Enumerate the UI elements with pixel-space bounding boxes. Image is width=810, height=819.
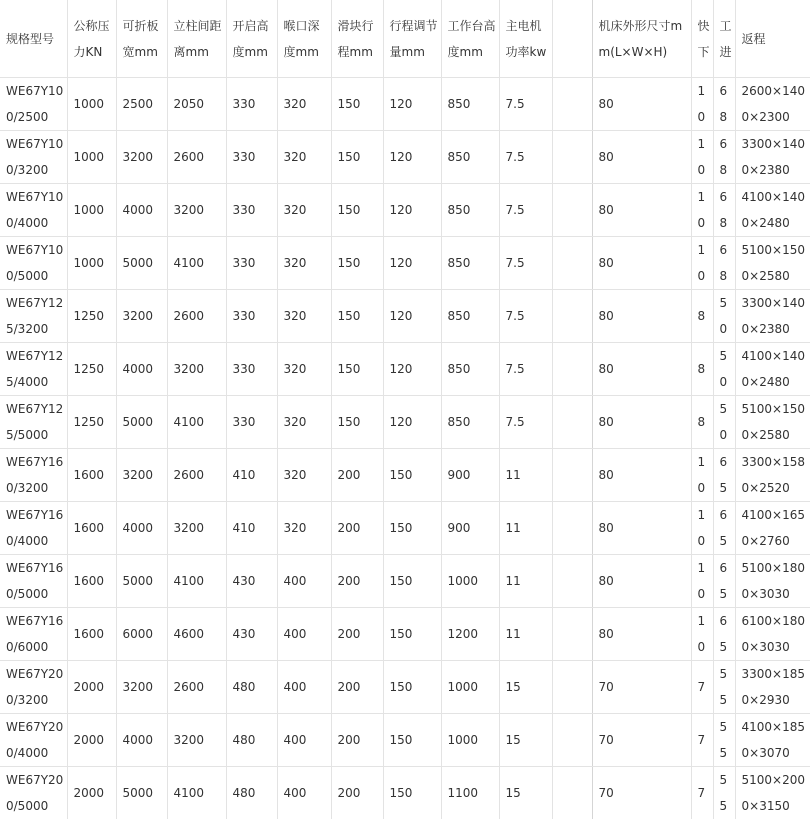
table-cell: 120: [383, 78, 441, 131]
table-cell: 3200: [116, 131, 167, 184]
table-cell: 1100: [441, 767, 499, 819]
table-cell: 80: [592, 290, 691, 343]
table-cell: [552, 396, 592, 449]
table-cell: [552, 714, 592, 767]
table-cell: 4000: [116, 714, 167, 767]
table-cell: 55: [713, 714, 735, 767]
table-cell: 850: [441, 396, 499, 449]
table-cell: 3200: [167, 502, 226, 555]
table-cell: 80: [592, 343, 691, 396]
table-cell: 150: [383, 608, 441, 661]
table-cell: 11: [499, 608, 552, 661]
table-cell: 1600: [67, 555, 116, 608]
table-row: [0, 237, 810, 290]
table-row: [0, 661, 810, 714]
table-cell: 1000: [67, 131, 116, 184]
table-cell: 850: [441, 237, 499, 290]
header-cell: 喉口深度mm: [277, 0, 331, 78]
table-cell: 7: [691, 767, 713, 819]
table-cell: 50: [713, 290, 735, 343]
table-cell: 3200: [167, 343, 226, 396]
table-cell: 5100×1500×2580: [735, 396, 810, 449]
table-cell: 10: [691, 502, 713, 555]
table-cell: 200: [331, 449, 383, 502]
table-cell: 6000: [116, 608, 167, 661]
table-cell: 850: [441, 343, 499, 396]
table-cell: 430: [226, 608, 277, 661]
table-cell: 65: [713, 502, 735, 555]
table-cell: 55: [713, 767, 735, 819]
header-cell: 机床外形尺寸mm(L×W×H): [592, 0, 691, 78]
table-cell: 15: [499, 661, 552, 714]
table-cell: 3300×1400×2380: [735, 290, 810, 343]
table-cell: WE67Y200/5000: [0, 767, 67, 819]
header-row: [0, 0, 810, 78]
table-cell: 4000: [116, 184, 167, 237]
table-cell: 2000: [67, 767, 116, 819]
table-cell: 80: [592, 502, 691, 555]
table-row: [0, 449, 810, 502]
table-row: [0, 555, 810, 608]
table-cell: 120: [383, 343, 441, 396]
table-cell: 5000: [116, 555, 167, 608]
table-cell: [552, 131, 592, 184]
table-cell: 65: [713, 608, 735, 661]
table-cell: [552, 184, 592, 237]
table-cell: 10: [691, 131, 713, 184]
table-cell: 2000: [67, 661, 116, 714]
table-cell: WE67Y100/4000: [0, 184, 67, 237]
table-row: [0, 502, 810, 555]
table-row: [0, 290, 810, 343]
header-cell: 工进: [713, 0, 735, 78]
table-cell: 1000: [441, 714, 499, 767]
table-cell: 330: [226, 343, 277, 396]
table-cell: 5100×2000×3150: [735, 767, 810, 819]
table-cell: 5000: [116, 767, 167, 819]
table-cell: 4600: [167, 608, 226, 661]
table-cell: 10: [691, 78, 713, 131]
table-cell: 2600×1400×2300: [735, 78, 810, 131]
table-cell: 1600: [67, 608, 116, 661]
table-cell: 410: [226, 502, 277, 555]
table-cell: 150: [383, 767, 441, 819]
table-cell: 3200: [116, 449, 167, 502]
table-cell: 7.5: [499, 131, 552, 184]
table-cell: 7.5: [499, 343, 552, 396]
table-cell: 850: [441, 131, 499, 184]
header-cell: 行程调节量mm: [383, 0, 441, 78]
table-cell: 3300×1580×2520: [735, 449, 810, 502]
table-cell: [552, 237, 592, 290]
table-row: [0, 343, 810, 396]
table-cell: 120: [383, 184, 441, 237]
table-cell: 120: [383, 131, 441, 184]
table-cell: 80: [592, 608, 691, 661]
table-cell: 320: [277, 131, 331, 184]
header-cell: 返程: [735, 0, 810, 78]
table-cell: 320: [277, 290, 331, 343]
table-cell: 2600: [167, 290, 226, 343]
table-cell: 10: [691, 184, 713, 237]
table-cell: 50: [713, 396, 735, 449]
table-cell: 150: [383, 555, 441, 608]
table-cell: 200: [331, 767, 383, 819]
table-cell: 2500: [116, 78, 167, 131]
table-cell: 80: [592, 78, 691, 131]
table-cell: 320: [277, 237, 331, 290]
table-cell: 4100×1850×3070: [735, 714, 810, 767]
table-cell: 15: [499, 767, 552, 819]
table-cell: 120: [383, 290, 441, 343]
table-cell: 80: [592, 396, 691, 449]
table-cell: 150: [331, 237, 383, 290]
header-cell: 工作台高度mm: [441, 0, 499, 78]
header-cell: 公称压力KN: [67, 0, 116, 78]
table-cell: 320: [277, 502, 331, 555]
table-cell: 11: [499, 449, 552, 502]
table-cell: 150: [383, 502, 441, 555]
table-cell: 900: [441, 502, 499, 555]
table-cell: 1000: [441, 555, 499, 608]
header-cell: 快下: [691, 0, 713, 78]
table-cell: 5100×1800×3030: [735, 555, 810, 608]
table-body: [0, 78, 810, 819]
table-cell: 1600: [67, 449, 116, 502]
table-cell: 150: [383, 714, 441, 767]
table-cell: 330: [226, 237, 277, 290]
table-cell: 410: [226, 449, 277, 502]
table-cell: 1000: [67, 184, 116, 237]
table-cell: 320: [277, 449, 331, 502]
table-row: [0, 184, 810, 237]
table-cell: 2000: [67, 714, 116, 767]
table-cell: [552, 502, 592, 555]
table-cell: 1250: [67, 290, 116, 343]
table-cell: 2600: [167, 661, 226, 714]
table-cell: 330: [226, 184, 277, 237]
table-cell: 8: [691, 343, 713, 396]
table-cell: 4100: [167, 396, 226, 449]
table-cell: [552, 555, 592, 608]
table-cell: 480: [226, 661, 277, 714]
table-cell: 3200: [167, 714, 226, 767]
table-row: [0, 608, 810, 661]
table-cell: WE67Y125/5000: [0, 396, 67, 449]
table-cell: 7.5: [499, 290, 552, 343]
header-cell: 主电机功率kw: [499, 0, 552, 78]
table-cell: 200: [331, 714, 383, 767]
table-cell: 150: [331, 343, 383, 396]
table-cell: 850: [441, 184, 499, 237]
header-cell: 开启高度mm: [226, 0, 277, 78]
table-cell: 3200: [116, 661, 167, 714]
table-cell: [552, 290, 592, 343]
table-cell: 330: [226, 131, 277, 184]
table-cell: [552, 343, 592, 396]
table-cell: 400: [277, 555, 331, 608]
table-cell: 320: [277, 396, 331, 449]
table-cell: 68: [713, 78, 735, 131]
table-cell: 150: [331, 131, 383, 184]
table-cell: 3200: [116, 290, 167, 343]
table-cell: 7: [691, 661, 713, 714]
table-cell: 68: [713, 237, 735, 290]
table-cell: 1250: [67, 343, 116, 396]
table-row: [0, 396, 810, 449]
table-cell: 200: [331, 608, 383, 661]
table-row: [0, 78, 810, 131]
table-cell: 65: [713, 449, 735, 502]
table-cell: 6100×1800×3030: [735, 608, 810, 661]
table-cell: 70: [592, 661, 691, 714]
table-cell: 320: [277, 184, 331, 237]
table-cell: 1000: [441, 661, 499, 714]
table-cell: [552, 449, 592, 502]
table-cell: 1200: [441, 608, 499, 661]
table-cell: 68: [713, 184, 735, 237]
table-cell: 10: [691, 449, 713, 502]
table-cell: WE67Y200/3200: [0, 661, 67, 714]
table-cell: 200: [331, 661, 383, 714]
table-cell: 80: [592, 449, 691, 502]
table-cell: 70: [592, 714, 691, 767]
table-cell: 400: [277, 714, 331, 767]
table-cell: 320: [277, 343, 331, 396]
table-cell: WE67Y160/5000: [0, 555, 67, 608]
table-cell: WE67Y125/4000: [0, 343, 67, 396]
table-cell: 8: [691, 396, 713, 449]
table-cell: 400: [277, 661, 331, 714]
table-cell: 480: [226, 767, 277, 819]
header-cell: 规格型号: [0, 0, 67, 78]
table-cell: 150: [331, 184, 383, 237]
table-cell: 400: [277, 767, 331, 819]
table-cell: 80: [592, 131, 691, 184]
table-cell: [552, 767, 592, 819]
table-cell: 65: [713, 555, 735, 608]
table-cell: 4100: [167, 237, 226, 290]
table-cell: 80: [592, 555, 691, 608]
table-cell: 1250: [67, 396, 116, 449]
table-cell: 55: [713, 661, 735, 714]
table-cell: WE67Y100/3200: [0, 131, 67, 184]
table-cell: 330: [226, 78, 277, 131]
table-cell: 4100×1400×2480: [735, 184, 810, 237]
table-cell: 1000: [67, 78, 116, 131]
table-cell: WE67Y200/4000: [0, 714, 67, 767]
table-row: [0, 131, 810, 184]
table-cell: 7.5: [499, 184, 552, 237]
table-cell: WE67Y125/3200: [0, 290, 67, 343]
table-cell: 80: [592, 184, 691, 237]
table-cell: 3300×1400×2380: [735, 131, 810, 184]
table-cell: 4000: [116, 502, 167, 555]
table-cell: 900: [441, 449, 499, 502]
table-cell: 4100: [167, 767, 226, 819]
table-cell: WE67Y160/3200: [0, 449, 67, 502]
header-cell: 立柱间距离mm: [167, 0, 226, 78]
table-cell: WE67Y160/6000: [0, 608, 67, 661]
header-cell: 可折板宽mm: [116, 0, 167, 78]
table-cell: 10: [691, 608, 713, 661]
table-cell: 850: [441, 290, 499, 343]
table-cell: 150: [383, 449, 441, 502]
table-cell: 330: [226, 396, 277, 449]
table-cell: WE67Y100/5000: [0, 237, 67, 290]
table-cell: 15: [499, 714, 552, 767]
table-cell: 4000: [116, 343, 167, 396]
table-cell: 1000: [67, 237, 116, 290]
table-cell: 68: [713, 131, 735, 184]
table-cell: 11: [499, 555, 552, 608]
table-cell: 4100×1400×2480: [735, 343, 810, 396]
table-cell: 200: [331, 555, 383, 608]
table-cell: 120: [383, 237, 441, 290]
table-cell: 430: [226, 555, 277, 608]
table-cell: 80: [592, 237, 691, 290]
table-cell: 2600: [167, 131, 226, 184]
table-cell: 4100×1650×2760: [735, 502, 810, 555]
table-row: [0, 714, 810, 767]
table-cell: 200: [331, 502, 383, 555]
table-cell: WE67Y160/4000: [0, 502, 67, 555]
table-cell: 150: [331, 78, 383, 131]
table-cell: 10: [691, 237, 713, 290]
table-cell: 7: [691, 714, 713, 767]
table-cell: 1600: [67, 502, 116, 555]
table-cell: 330: [226, 290, 277, 343]
table-cell: 70: [592, 767, 691, 819]
table-cell: [552, 78, 592, 131]
table-cell: 150: [383, 661, 441, 714]
table-cell: 5000: [116, 237, 167, 290]
table-cell: 5100×1500×2580: [735, 237, 810, 290]
table-cell: 3200: [167, 184, 226, 237]
table-cell: 10: [691, 555, 713, 608]
table-row: [0, 767, 810, 819]
table-cell: [552, 661, 592, 714]
table-cell: 50: [713, 343, 735, 396]
table-cell: 7.5: [499, 396, 552, 449]
table-cell: 120: [383, 396, 441, 449]
header-cell: [552, 0, 592, 78]
table-cell: 400: [277, 608, 331, 661]
table-cell: 11: [499, 502, 552, 555]
table-cell: 2600: [167, 449, 226, 502]
table-cell: 3300×1850×2930: [735, 661, 810, 714]
table-cell: 850: [441, 78, 499, 131]
table-cell: 320: [277, 78, 331, 131]
table-cell: 4100: [167, 555, 226, 608]
header-cell: 滑块行程mm: [331, 0, 383, 78]
table-cell: 7.5: [499, 237, 552, 290]
table-cell: [552, 608, 592, 661]
table-cell: 7.5: [499, 78, 552, 131]
table-cell: 5000: [116, 396, 167, 449]
table-cell: 150: [331, 396, 383, 449]
table-cell: WE67Y100/2500: [0, 78, 67, 131]
table-cell: 480: [226, 714, 277, 767]
table-cell: 150: [331, 290, 383, 343]
table-cell: 8: [691, 290, 713, 343]
table-cell: 2050: [167, 78, 226, 131]
